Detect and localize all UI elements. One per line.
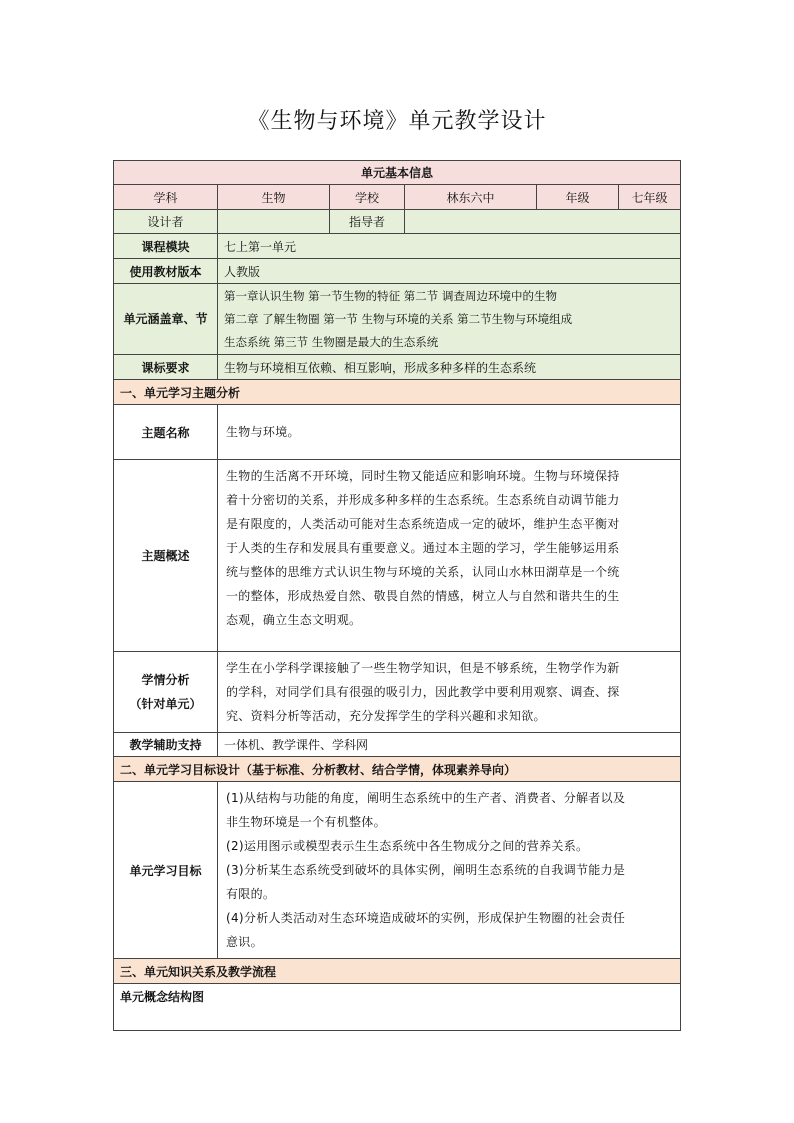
overview-line: 于人类的生存和发展具有重要意义。通过本主题的学习，学生能够运用系	[226, 541, 620, 555]
overview-line: 态观，确立生态文明观。	[226, 613, 362, 627]
goal-line: (4)分析人类活动对生态环境造成破坏的实例，形成保护生物圈的社会责任	[226, 911, 626, 925]
goal-line: 意识。	[226, 935, 263, 949]
subject-label: 学科	[114, 185, 218, 210]
grade-value: 七年级	[619, 185, 681, 210]
edition-row	[114, 259, 681, 284]
overview-line: 是有限度的，人类活动可能对生态系统造成一定的破坏，维护生态平衡对	[226, 517, 620, 531]
school-value: 林东六中	[405, 185, 537, 210]
learner-line: 学生在小学科学课接触了一些生物学知识，但是不够系统，生物学作为新	[226, 661, 620, 675]
basic-info-header: 单元基本信息	[114, 161, 681, 185]
learner-analysis-label	[114, 652, 218, 733]
section2-header: 二、单元学习目标设计（基于标准、分析教材、结合学情，体现素养导向）	[114, 757, 681, 782]
overview-line: 生物的生活离不开环境，同时生物又能适应和影响环境。生物与环境保持	[226, 469, 620, 483]
theme-name-value: 生物与环境。	[218, 405, 681, 460]
learner-line: 究、资料分析等活动，充分发挥学生的学科兴趣和求知欲。	[226, 709, 546, 723]
designer-value	[218, 210, 330, 234]
learner-analysis-text	[218, 652, 681, 733]
overview-line: 统与整体的思维方式认识生物与环境的关系，认同山水林田湖草是一个统	[226, 565, 620, 579]
edition-value: 人教版	[218, 259, 681, 284]
overview-text	[218, 460, 681, 652]
overview-line: 着十分密切的关系，并形成多种多样的生态系统。生态系统自动调节能力	[226, 493, 620, 507]
school-label: 学校	[330, 185, 405, 210]
goal-line: 有限的。	[226, 887, 276, 901]
unit-design-table	[113, 160, 681, 1031]
module-value: 七上第一单元	[218, 234, 681, 259]
section2-header-row	[114, 757, 681, 782]
goal-line: (1)从结构与功能的角度，阐明生态系统中的生产者、消费者、分解者以及	[226, 791, 626, 805]
support-label: 教学辅助支持	[114, 733, 218, 757]
learner-label-sub: （针对单元）	[129, 697, 202, 711]
support-row	[114, 733, 681, 757]
chapters-label: 单元涵盖章、节	[114, 284, 218, 355]
module-label: 课程模块	[114, 234, 218, 259]
grade-label: 年级	[537, 185, 619, 210]
goal-line: (2)运用图示或模型表示生生态系统中各生物成分之间的营养关系。	[226, 839, 589, 853]
advisor-label: 指导者	[330, 210, 405, 234]
theme-name-row	[114, 405, 681, 460]
chapters-value	[218, 284, 681, 355]
standard-label: 课标要求	[114, 355, 218, 380]
learner-label-main: 学情分析	[141, 673, 190, 687]
goals-label: 单元学习目标	[114, 782, 218, 959]
basic-info-header-row	[114, 161, 681, 185]
chapters-line: 第二章 了解生物圈 第一节 生物与环境的关系 第二节生物与环境组成	[224, 311, 573, 326]
subject-value: 生物	[218, 185, 330, 210]
section1-header-row	[114, 380, 681, 405]
goal-line: (3)分析某生态系统受到破坏的具体实例，阐明生态系统的自我调节能力是	[226, 863, 626, 877]
edition-label: 使用教材版本	[114, 259, 218, 284]
designer-label: 设计者	[114, 210, 218, 234]
section3-header-row	[114, 959, 681, 984]
advisor-value	[405, 210, 681, 234]
learner-line: 的学科，对同学们具有很强的吸引力，因此教学中要利用观察、调查、探	[226, 685, 620, 699]
chapters-row	[114, 284, 681, 355]
goals-row	[114, 782, 681, 959]
subject-row	[114, 185, 681, 210]
concept-map-row	[114, 984, 681, 1031]
support-value: 一体机、教学课件、学科网	[218, 733, 681, 757]
standard-row	[114, 355, 681, 380]
section1-header: 一、单元学习主题分析	[114, 380, 681, 405]
designer-row	[114, 210, 681, 234]
page-title: 《生物与环境》单元教学设计	[247, 109, 547, 134]
learner-analysis-row	[114, 652, 681, 733]
concept-map-label: 单元概念结构图	[114, 984, 681, 1031]
overview-line: 一的整体，形成热爱自然、敬畏自然的情感，树立人与自然和谐共生的生	[226, 589, 620, 603]
goal-line: 非生物环境是一个有机整体。	[226, 815, 386, 829]
chapters-line: 生态系统 第三节 生物圈是最大的生态系统	[224, 334, 439, 349]
section3-header: 三、单元知识关系及教学流程	[114, 959, 681, 984]
chapters-line: 第一章认识生物 第一节生物的特征 第二节 调查周边环境中的生物	[224, 288, 557, 303]
goals-text	[218, 782, 681, 959]
module-row	[114, 234, 681, 259]
overview-row	[114, 460, 681, 652]
theme-name-label: 主题名称	[114, 405, 218, 460]
standard-value: 生物与环境相互依赖、相互影响，形成多种多样的生态系统	[218, 355, 681, 380]
overview-label: 主题概述	[114, 460, 218, 652]
